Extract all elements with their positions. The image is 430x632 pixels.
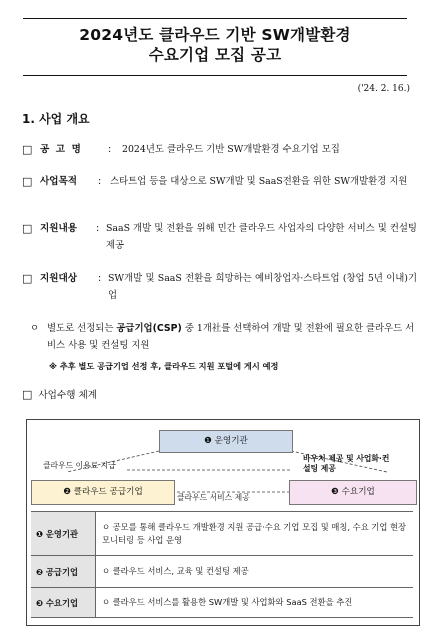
table-row xyxy=(31,588,413,618)
item-label: 사업목적 xyxy=(40,176,78,187)
overview-item-title xyxy=(22,141,417,159)
role-name: ❷ 공급기업 xyxy=(31,556,96,588)
announcement-date: ('24. 2. 16.) xyxy=(357,84,410,94)
item-sep: : xyxy=(108,144,112,155)
checkbox-square-icon: □ xyxy=(22,272,33,285)
section-heading-overview: 1. 사업 개요 xyxy=(22,112,90,126)
overview-item-support xyxy=(22,220,417,256)
role-name: ❸ 수요기업 xyxy=(31,588,96,618)
roles-table xyxy=(31,511,413,618)
voucher-label: 바우처 제공 및 사업화·컨설팅 제공 xyxy=(303,454,390,473)
item-text: SaaS 개발 및 전환을 위해 민간 클라우드 사업자의 다양한 서비스 및 컨설팅 제공 xyxy=(106,223,417,251)
item-text: 2024년도 클라우드 기반 SW개발환경 수요기업 모집 xyxy=(122,144,340,155)
checkbox-square-icon: □ xyxy=(22,222,33,235)
overview-item-purpose xyxy=(22,173,417,209)
role-desc: ㅇ 공모를 통해 클라우드 개발환경 지원 공급·수요 기업 모집 및 매칭, 수요 기업 현장 모니터링 등 사업 운영 xyxy=(96,512,414,556)
item-sep: : xyxy=(98,176,102,187)
page-title-line1: 2024년도 클라우드 기반 SW개발환경 xyxy=(79,26,351,44)
overview-item-target xyxy=(22,270,417,306)
item-label: 공 고 명 xyxy=(40,144,83,155)
role-desc: ㅇ 클라우드 서비스를 활용한 SW개발 및 사업화와 SaaS 전환을 추진 xyxy=(96,588,414,618)
supplier-box: ❷ 클라우드 공급기업 xyxy=(31,480,175,505)
portal-notice: ※ 추후 별도 공급기업 선정 후, 클라우드 지원 포털에 게시 예정 xyxy=(49,361,279,371)
role-desc: ㅇ 클라우드 서비스, 교육 및 컨설팅 제공 xyxy=(96,556,414,588)
item-text: 스타트업 등을 대상으로 SW개발 및 SaaS전환을 위한 SW개발환경 지원 xyxy=(110,176,408,187)
table-row xyxy=(31,512,413,556)
table-row xyxy=(31,556,413,588)
title-block xyxy=(23,18,407,76)
section-heading-structure: □ 사업수행 체계 xyxy=(22,388,98,401)
checkbox-square-icon: □ xyxy=(22,175,33,188)
operator-box: ❶ 운영기관 xyxy=(159,430,293,453)
csp-note xyxy=(30,320,420,356)
checkbox-square-icon: □ xyxy=(22,388,33,401)
csp-note-text: 별도로 선정되는 공급기업(CSP) 중 1개社를 선택하여 개발 및 전환에 필요한 클라우드 서비스 사용 및 컨설팅 지원 xyxy=(47,323,415,351)
execution-diagram xyxy=(26,419,420,626)
circle-bullet-icon: ㅇ xyxy=(30,323,40,334)
fee-label: 클라우드 이용료 지급 xyxy=(43,461,116,470)
item-label: 지원내용 xyxy=(40,223,78,234)
csp-note-bold: 공급기업(CSP) xyxy=(116,323,182,334)
checkbox-square-icon: □ xyxy=(22,143,33,156)
item-label: 지원대상 xyxy=(40,273,78,284)
item-text: SW개발 및 SaaS 전환을 희망하는 예비창업자·스타트업 (창업 5년 이내)기업 xyxy=(108,273,417,301)
page-title-line2: 수요기업 모집 공고 xyxy=(148,46,282,64)
item-sep: : xyxy=(96,223,100,234)
service-label: 클라우드 서비스 제공 xyxy=(177,493,250,502)
role-name: ❶ 운영기관 xyxy=(31,512,96,556)
demand-box: ❸ 수요기업 xyxy=(289,480,417,505)
item-sep: : xyxy=(98,273,102,284)
